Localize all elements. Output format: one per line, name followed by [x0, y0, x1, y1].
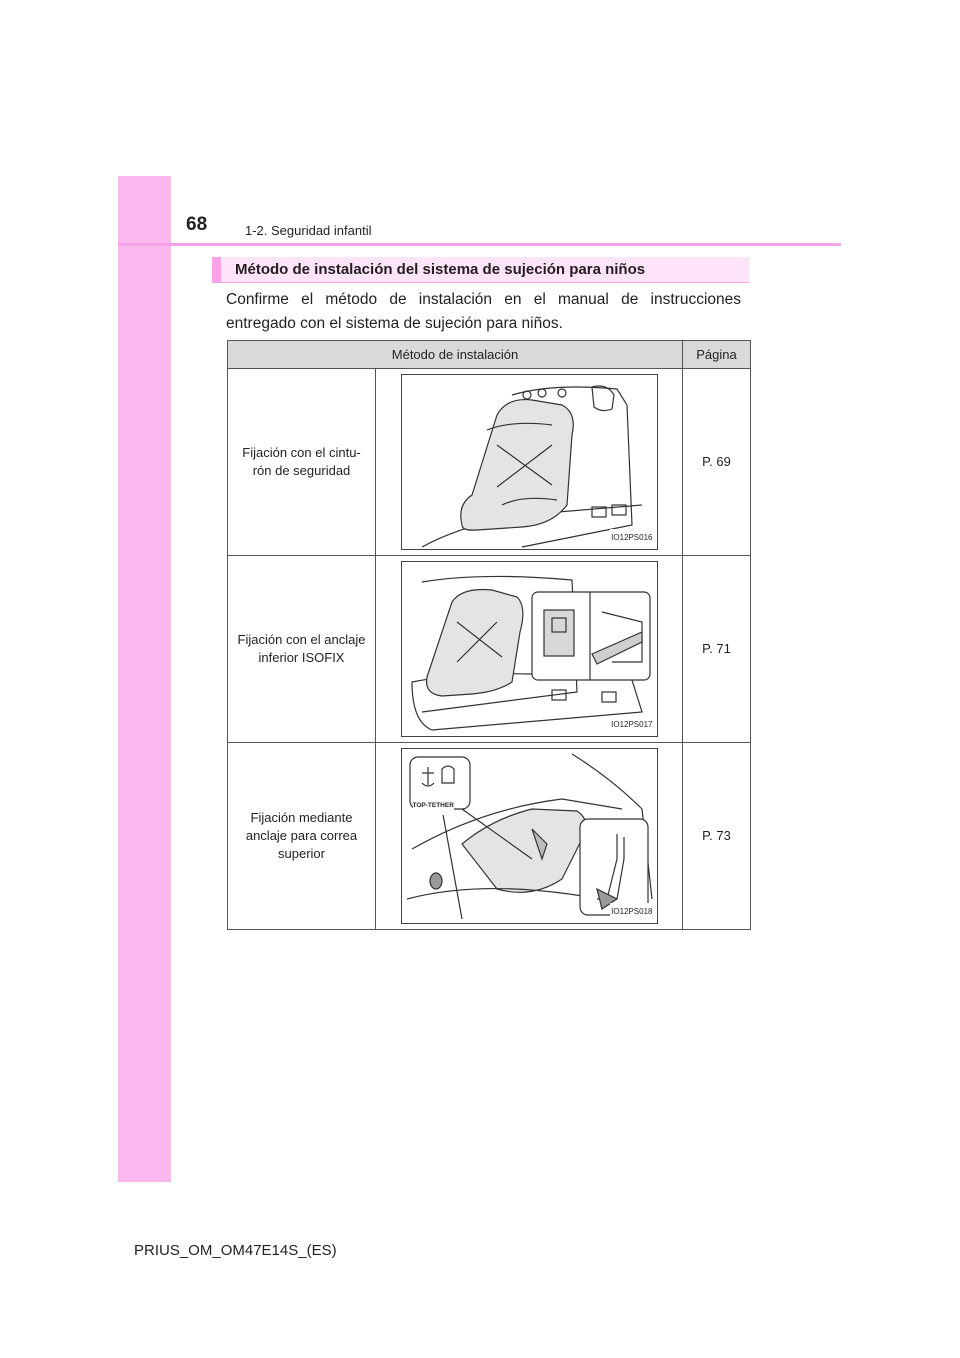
figure-cell [376, 743, 683, 930]
seatbelt-install-illustration [401, 374, 658, 550]
document-footer-code: PRIUS_OM_OM47E14S_(ES) [134, 1242, 337, 1259]
method-cell: Fijación mediante anclaje para correa superior [228, 743, 376, 930]
page-cell: P. 71 [683, 556, 751, 743]
section-heading-bar [212, 257, 749, 283]
figure-cell [376, 369, 683, 556]
section-heading: Método de instalación del sistema de sujeción para niños [235, 261, 646, 278]
side-color-band [118, 176, 171, 1182]
figure-code: IO12PS016 [610, 529, 653, 547]
table-row [228, 743, 751, 930]
top-tether-badge: TOP-TETHER [413, 797, 454, 815]
method-cell: Fijación con el anclaje inferior ISOFIX [228, 556, 376, 743]
top-tether-install-illustration [401, 748, 658, 924]
child-seat-seatbelt-drawing [402, 375, 657, 549]
page-number: 68 [186, 214, 208, 235]
isofix-install-illustration [401, 561, 658, 737]
child-seat-top-tether-drawing [402, 749, 657, 923]
table-row [228, 556, 751, 743]
page-cell: P. 73 [683, 743, 751, 930]
section-title: 1-2. Seguridad infantil [245, 223, 372, 238]
installation-methods-table [227, 340, 751, 930]
table-row [228, 369, 751, 556]
figure-cell [376, 556, 683, 743]
column-header-page: Página [683, 341, 751, 369]
page-cell: P. 69 [683, 369, 751, 556]
table-header-row [228, 341, 751, 369]
method-cell: Fijación con el cintu-rón de seguridad [228, 369, 376, 556]
header-rule [118, 243, 841, 246]
figure-code: IO12PS017 [610, 716, 653, 734]
intro-paragraph: Confirme el método de instalación en el manual de instrucciones entregado con el sistema de sujeción para niños. [226, 291, 741, 332]
child-seat-isofix-drawing [402, 562, 657, 736]
column-header-method: Método de instalación [228, 341, 683, 369]
figure-code: IO12PS018 [610, 903, 653, 921]
